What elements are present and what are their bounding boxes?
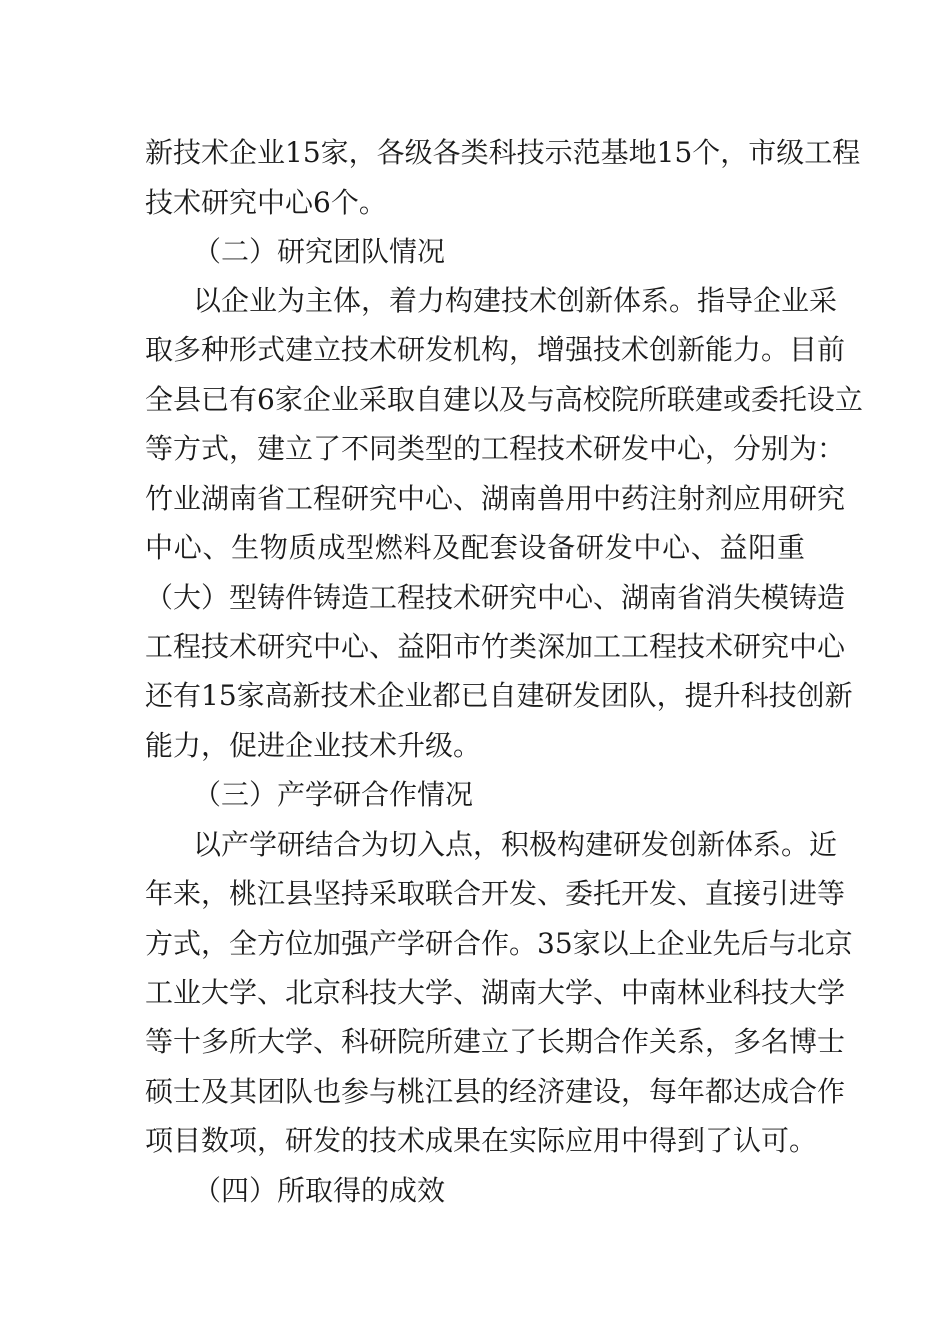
paragraph-line: 竹业湖南省工程研究中心、湖南兽用中药注射剂应用研究: [145, 482, 846, 515]
paragraph-line: （大）型铸件铸造工程技术研究中心、湖南省消失模铸造: [145, 581, 846, 614]
paragraph-line: 还有15家高新技术企业都已自建研发团队，提升科技创新: [145, 679, 853, 712]
paragraph-line: 技术研究中心6个。: [145, 186, 387, 219]
paragraph-line: 全县已有6家企业采取自建以及与高校院所联建或委托设立: [145, 383, 863, 416]
paragraph-line: 以企业为主体，着力构建技术创新体系。指导企业采: [193, 284, 838, 317]
paragraph-line: 项目数项，研发的技术成果在实际应用中得到了认可。: [145, 1124, 818, 1157]
paragraph-line: 以产学研结合为切入点，积极构建研发创新体系。近: [193, 828, 838, 861]
paragraph-line: 年来，桃江县坚持采取联合开发、委托开发、直接引进等: [145, 877, 846, 910]
paragraph-line: 取多种形式建立技术研发机构，增强技术创新能力。目前: [145, 333, 846, 366]
paragraph-line: 硕士及其团队也参与桃江县的经济建设，每年都达成合作: [145, 1075, 846, 1108]
paragraph-line: 中心、生物质成型燃料及配套设备研发中心、益阳重: [145, 531, 805, 564]
section-heading-research-team: （二）研究团队情况: [193, 235, 446, 268]
paragraph-line: 等十多所大学、科研院所建立了长期合作关系，多名博士: [145, 1025, 846, 1058]
paragraph-line: 工业大学、北京科技大学、湖南大学、中南林业科技大学: [145, 976, 846, 1009]
paragraph-line: 新技术企业15家，各级各类科技示范基地15个，市级工程: [145, 136, 861, 169]
paragraph-line: 等方式，建立了不同类型的工程技术研发中心，分别为：: [145, 432, 846, 465]
section-heading-achievements: （四）所取得的成效: [193, 1174, 446, 1207]
section-heading-industry-research: （三）产学研合作情况: [193, 778, 474, 811]
paragraph-line: 能力，促进企业技术升级。: [145, 729, 482, 762]
paragraph-line: 方式，全方位加强产学研合作。35家以上企业先后与北京: [145, 927, 853, 960]
paragraph-line: 工程技术研究中心、益阳市竹类深加工工程技术研究中心: [145, 630, 846, 663]
